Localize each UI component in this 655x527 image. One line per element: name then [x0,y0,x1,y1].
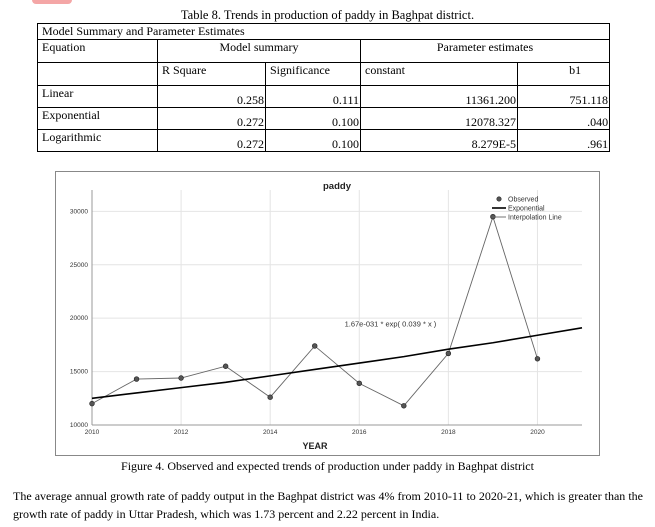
table-row [38,108,610,130]
subheader-r-square: R Square [158,63,266,86]
row-significance: 0.100 [266,108,361,130]
subheader-b1: b1 [518,63,610,86]
row-significance: 0.100 [266,130,361,152]
header-model-summary: Model summary [158,40,361,63]
row-constant: 12078.327 [361,108,518,130]
row-significance: 0.111 [266,86,361,108]
figure-caption: Figure 4. Observed and expected trends of production under paddy in Baghpat district [121,459,534,473]
x-tick-label: 2014 [262,429,278,436]
chart-title: paddy [323,181,351,192]
observed-point [312,344,317,349]
row-r-square: 0.258 [158,86,266,108]
observed-point [446,351,451,356]
interpolation-line [92,217,537,406]
row-equation: Logarithmic [38,130,158,152]
observed-point [401,403,406,408]
chart-frame [55,171,600,456]
observed-point [179,376,184,381]
decorative-mark [32,0,72,4]
table-caption: Model Summary and Parameter Estimates [38,24,610,40]
subheader-blank [38,63,158,86]
y-tick-label: 15000 [69,368,88,376]
subheader-significance: Significance [266,63,361,86]
subheader-constant: constant [361,63,518,86]
row-equation: Linear [38,86,158,108]
row-constant: 11361.200 [361,86,518,108]
row-b1: .961 [518,130,610,152]
paddy-chart [56,172,599,455]
x-axis-label: YEAR [302,441,328,451]
legend-observed-label: Observed [508,196,539,204]
exponential-curve [92,328,582,399]
observed-point [535,356,540,361]
model-summary-table [37,23,610,152]
body-paragraph: The average annual growth rate of paddy output in the Baghpat district was 4% from 2010-11 to 2020-21, which is greater than the growth rate of paddy in Uttar Pradesh, which was 1.73 percent and 2.22 percent in India. [13,489,643,521]
row-r-square: 0.272 [158,108,266,130]
x-tick-label: 2012 [173,429,189,436]
legend-observed-marker [497,197,501,201]
observed-point [90,401,95,406]
y-tick-label: 30000 [69,208,88,216]
equation-annotation: 1.67e-031 * exp( 0.039 * x ) [344,319,437,329]
legend-exponential-label: Exponential [508,205,545,213]
header-equation: Equation [38,40,158,63]
table-row [38,130,610,152]
table-title: Table 8. Trends in production of paddy in Baghpat district. [180,8,475,22]
row-constant: 8.279E-5 [361,130,518,152]
observed-point [268,395,273,400]
x-tick-label: 2020 [530,429,545,436]
observed-point [223,364,228,369]
header-parameter-estimates: Parameter estimates [361,40,610,63]
observed-point [357,381,362,386]
observed-point [134,377,139,382]
table-row [38,86,610,108]
y-tick-label: 25000 [69,261,88,269]
x-tick-label: 2018 [441,429,456,436]
x-tick-label: 2010 [84,429,100,436]
row-r-square: 0.272 [158,130,266,152]
y-tick-label: 20000 [69,315,88,323]
row-equation: Exponential [38,108,158,130]
legend-interpolation-label: Interpolation Line [508,214,562,222]
y-tick-label: 10000 [69,422,88,429]
x-tick-label: 2016 [352,429,367,436]
row-b1: 751.118 [518,86,610,108]
row-b1: .040 [518,108,610,130]
